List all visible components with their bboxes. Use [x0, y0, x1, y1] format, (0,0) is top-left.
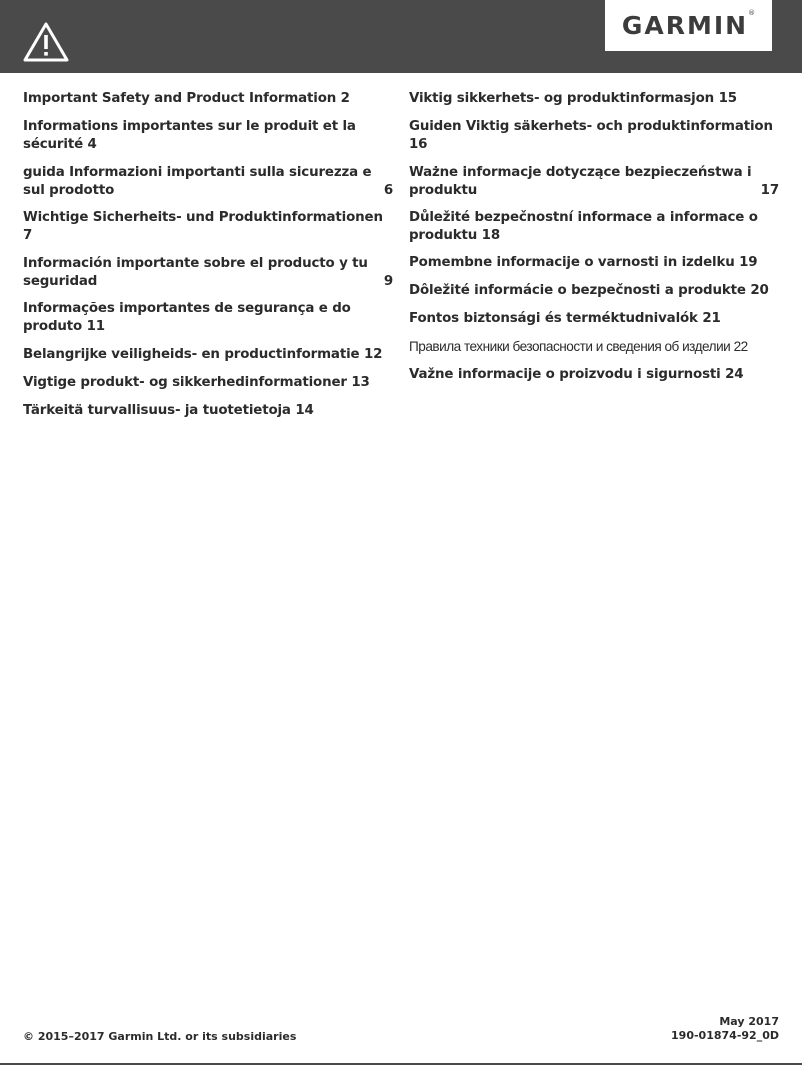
toc-item[interactable]: Viktig sikkerhets- og produktinformasjon 15 [409, 91, 737, 106]
toc-item[interactable]: Ważne informacje dotyczące bezpieczeństwa i produktu 17 [409, 165, 779, 198]
copyright-text: © 2015–2017 Garmin Ltd. or its subsidiaries [23, 1030, 297, 1043]
toc-item[interactable]: Información importante sobre el producto y tu seguridad 9 [23, 256, 393, 289]
toc-item[interactable]: Important Safety and Product Information 2 [23, 91, 350, 106]
toc-item[interactable]: Informations importantes sur le produit et la sécurité 4 [23, 119, 356, 152]
bottom-rule [0, 1063, 802, 1065]
toc-item[interactable]: Pomembne informacije o varnosti in izdelku 19 [409, 255, 758, 270]
toc-item[interactable]: Informações importantes de segurança e do produto 11 [23, 301, 351, 334]
toc-item[interactable]: Wichtige Sicherheits- und Produktinformationen 7 [23, 210, 383, 243]
header-bar [0, 0, 802, 73]
toc-item[interactable]: Правила техники безопасности и сведения об изделии 22 [409, 339, 748, 354]
garmin-logo [605, 0, 772, 51]
toc-item[interactable]: Važne informacije o proizvodu i sigurnosti 24 [409, 367, 744, 382]
toc-item[interactable]: Dôležité informácie o bezpečnosti a produkte 20 [409, 283, 769, 298]
toc-item[interactable]: Vigtige produkt- og sikkerhedinformationer 13 [23, 375, 370, 390]
toc-item[interactable]: guida Informazioni importanti sulla sicurezza e sul prodotto 6 [23, 165, 393, 198]
document-info [671, 1015, 779, 1043]
warning-triangle-icon [22, 21, 70, 63]
toc-left-column [23, 90, 393, 430]
toc-item[interactable]: Důležité bezpečnostní informace a informace o produktu 18 [409, 210, 758, 243]
logo-wordmark: GARMIN® [621, 9, 756, 40]
publish-date: May 2017 [719, 1015, 779, 1028]
toc-right-column [409, 90, 779, 394]
toc-item[interactable]: Guiden Viktig säkerhets- och produktinformation 16 [409, 119, 773, 152]
toc-item[interactable]: Tärkeitä turvallisuus- ja tuotetietoja 14 [23, 403, 314, 418]
part-number: 190-01874-92_0D [671, 1029, 779, 1042]
toc-item[interactable]: Fontos biztonsági és terméktudnivalók 21 [409, 311, 721, 326]
toc-item[interactable]: Belangrijke veiligheids- en productinformatie 12 [23, 347, 383, 362]
